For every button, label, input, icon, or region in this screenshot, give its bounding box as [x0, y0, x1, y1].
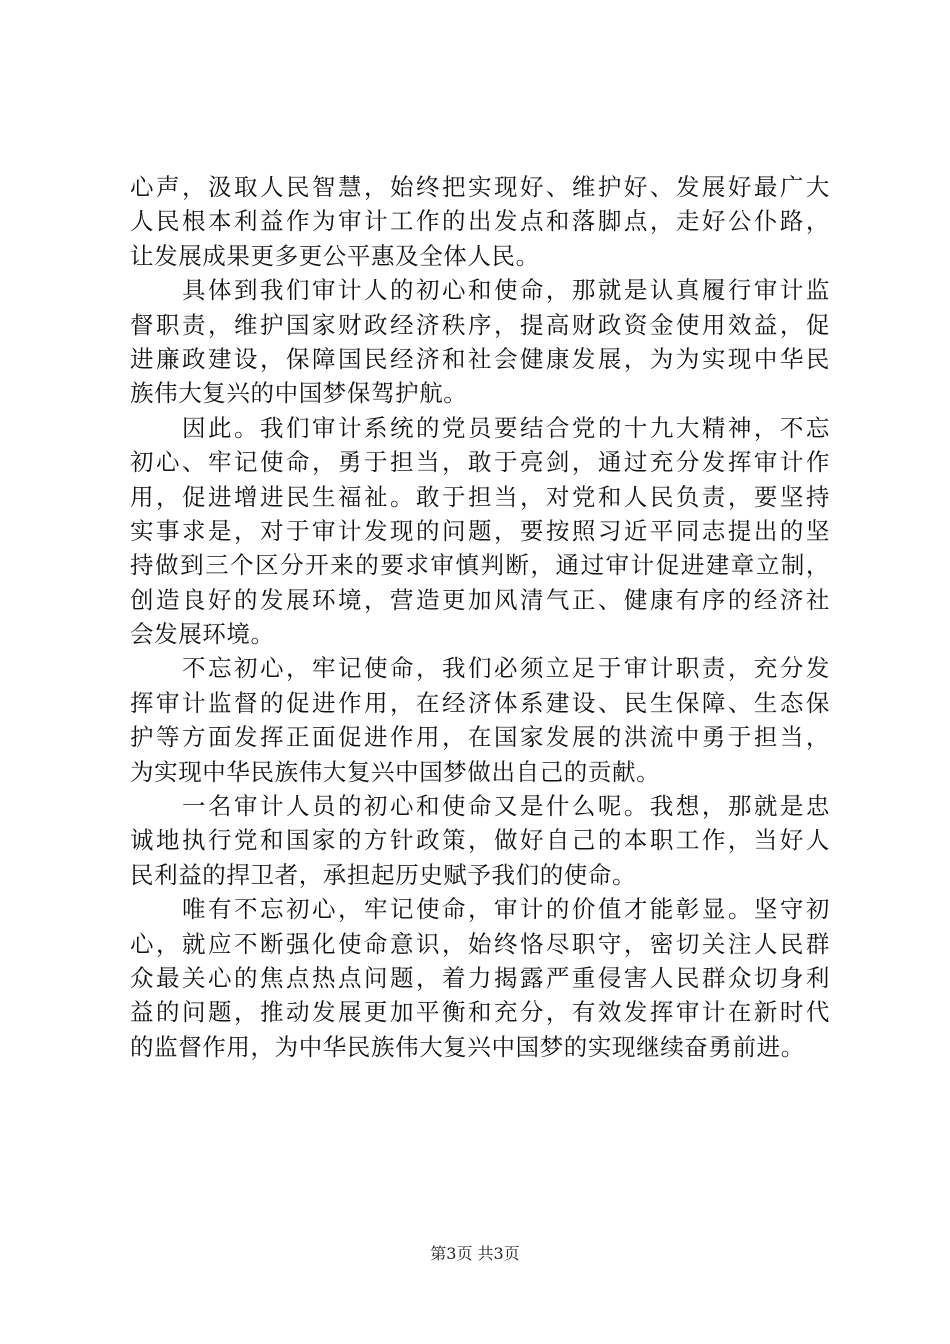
- text-line: 护等方面发挥正面促进作用，在国家发展的洪流中勇于担当，: [130, 723, 830, 752]
- text-line: 不忘初心，牢记使命，我们必须立足于审计职责，充分发: [130, 654, 830, 683]
- text-line: 督职责，维护国家财政经济秩序，提高财政资金使用效益，促: [130, 310, 830, 339]
- text-line: 为实现中华民族伟大复兴中国梦做出自己的贡献。: [130, 757, 661, 786]
- text-line: 人民根本利益作为审计工作的出发点和落脚点，走好公仆路，: [130, 207, 830, 236]
- text-line: 进廉政建设，保障国民经济和社会健康发展，为为实现中华民: [130, 344, 830, 373]
- text-line: 挥审计监督的促进作用，在经济体系建设、民生保障、生态保: [130, 688, 830, 717]
- text-line: 让发展成果更多更公平惠及全体人民。: [130, 241, 540, 270]
- text-line: 诚地执行党和国家的方针政策，做好自己的本职工作，当好人: [130, 826, 830, 855]
- text-line: 众最关心的焦点热点问题，着力揭露严重侵害人民群众切身利: [130, 963, 830, 992]
- text-line: 因此。我们审计系统的党员要结合党的十九大精神，不忘: [130, 413, 830, 442]
- text-line: 心声，汲取人民智慧，始终把实现好、维护好、发展好最广大: [130, 173, 830, 201]
- text-line: 创造良好的发展环境，营造更加风清气正、健康有序的经济社: [130, 585, 830, 614]
- page-number-label: 第3页 共3页: [430, 1244, 520, 1263]
- text-line: 的监督作用，为中华民族伟大复兴中国梦的实现继续奋勇前进。: [130, 1032, 805, 1061]
- text-line: 族伟大复兴的中国梦保驾护航。: [130, 379, 468, 408]
- text-line: 初心、牢记使命，勇于担当，敢于亮剑，通过充分发挥审计作: [130, 448, 830, 477]
- text-line: 实事求是，对于审计发现的问题，要按照习近平同志提出的坚: [130, 516, 830, 545]
- text-line: 民利益的捍卫者，承担起历史赋予我们的使命。: [130, 860, 637, 889]
- paragraph-1: [130, 170, 830, 273]
- text-line: 心，就应不断强化使命意识，始终恪尽职守，密切关注人民群: [130, 929, 830, 958]
- paragraph-5: [130, 789, 830, 892]
- paragraph-3: [130, 411, 830, 652]
- text-line: 用，促进增进民生福祉。敢于担当，对党和人民负责，要坚持: [130, 482, 830, 511]
- document-body: [130, 170, 830, 1064]
- text-line: 具体到我们审计人的初心和使命，那就是认真履行审计监: [130, 276, 830, 305]
- text-line: 益的问题，推动发展更加平衡和充分，有效发挥审计在新时代: [130, 998, 830, 1027]
- page-footer: [0, 1243, 950, 1265]
- text-line: 会发展环境。: [130, 620, 275, 649]
- text-line: 一名审计人员的初心和使命又是什么呢。我想，那就是忠: [130, 792, 830, 821]
- paragraph-2: [130, 273, 830, 411]
- text-line: 唯有不忘初心，牢记使命，审计的价值才能彰显。坚守初: [130, 895, 830, 924]
- paragraph-6: [130, 892, 830, 1064]
- text-line: 持做到三个区分开来的要求审慎判断，通过审计促进建章立制，: [130, 551, 830, 580]
- paragraph-4: [130, 651, 830, 789]
